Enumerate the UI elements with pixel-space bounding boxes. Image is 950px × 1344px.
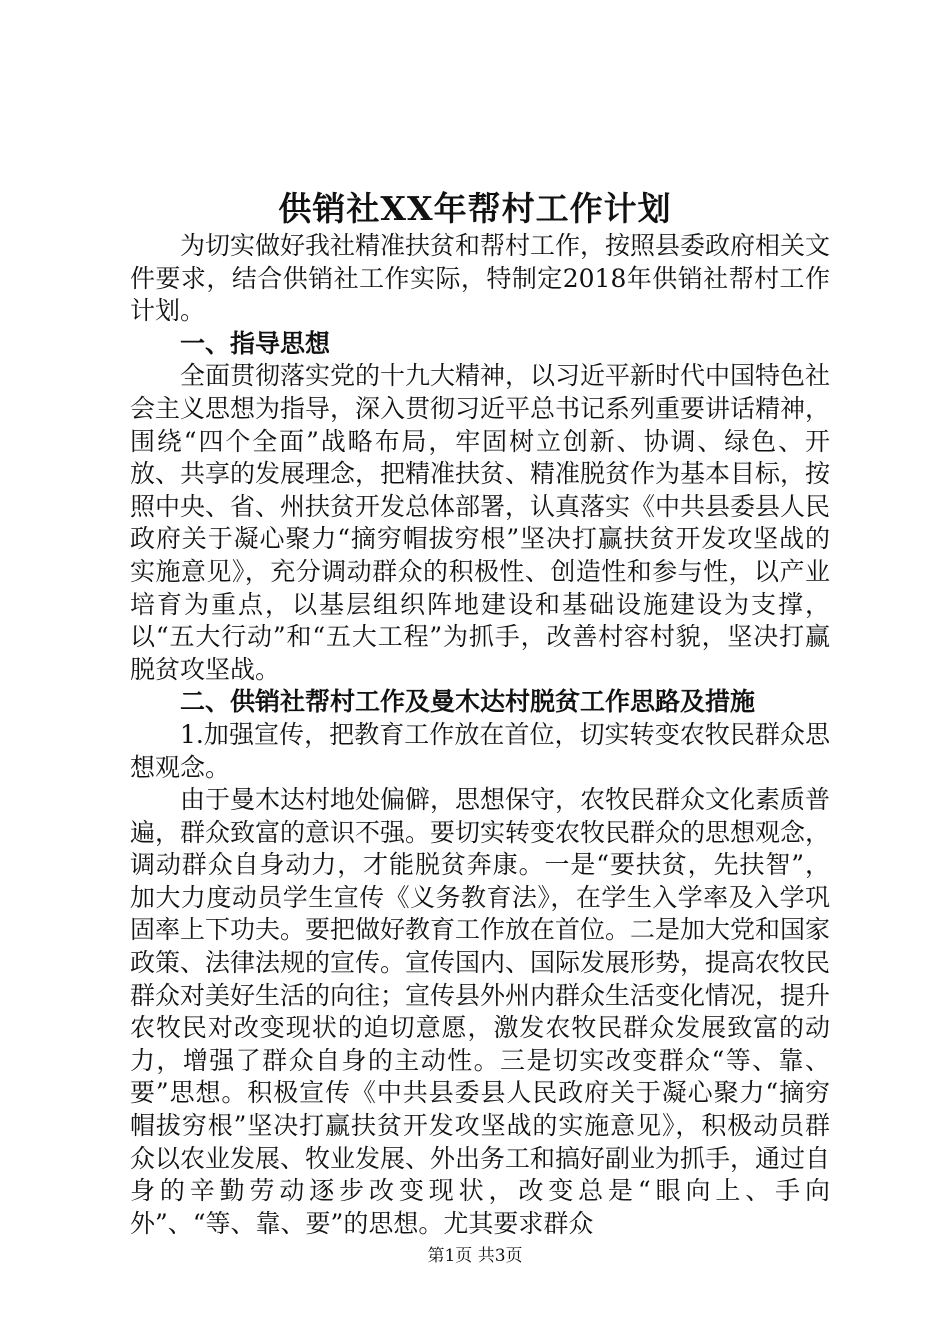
intro-paragraph: 为切实做好我社精准扶贫和帮村工作，按照县委政府相关文件要求，结合供销社工作实际，特制定2018年供销社帮村工作计划。	[130, 231, 831, 326]
section-heading-work-measures: 二、供销社帮村工作及曼木达村脱贫工作思路及措施	[180, 687, 756, 717]
measure-item-1-title: 1.加强宣传，把教育工作放在首位，切实转变农牧民群众思想观念。	[130, 719, 830, 782]
document-title: 供销社XX年帮村工作计划	[278, 189, 672, 228]
page-footer: 第1页 共3页	[427, 1246, 523, 1266]
measure-item-1-paragraph: 由于曼木达村地处偏僻，思想保守，农牧民群众文化素质普遍，群众致富的意识不强。要切实转变农牧民群众的思想观念，调动群众自身动力，才能脱贫奔康。一是“要扶贫，先扶智”，加大力度动员学生宣传《义务教育法》，在学生入学率及入学巩固率上下功夫。要把做好教育工作放在首位。二是加大党和国家政策、法律法规的宣传。宣传国内、国际发展形势，提高农牧民群众对美好生活的向往；宣传县外州内群众生活变化情况，提升农牧民对改变现状的迫切意愿，激发农牧民群众发展致富的动力，增强了群众自身的主动性。三是切实改变群众“等、靠、要”思想。积极宣传《中共县委县人民政府关于凝心聚力“摘穷帽拔穷根”坚决打赢扶贫开发攻坚战的实施意见》，积极动员群众以农业发展、牧业发展、外出务工和搞好副业为抓手，通过自身的辛勤劳动逐步改变现状，改变总是“眼向上、手向外”、“等、靠、要”的思想。尤其要求群众	[130, 785, 831, 1238]
guiding-ideology-paragraph: 全面贯彻落实党的十九大精神，以习近平新时代中国特色社会主义思想为指导，深入贯彻习近平总书记系列重要讲话精神，围绕“四个全面”战略布局，牢固树立创新、协调、绿色、开放、共享的发展理念，把精准扶贫、精准脱贫作为基本目标，按照中央、省、州扶贫开发总体部署，认真落实《中共县委县人民政府关于凝心聚力“摘穷帽拔穷根”坚决打赢扶贫开发攻坚战的实施意见》，充分调动群众的积极性、创造性和参与性，以产业培育为重点，以基层组织阵地建设和基础设施建设为支撑，以“五大行动”和“五大工程”为抓手，改善村容村貌，坚决打赢脱贫攻坚战。	[130, 361, 831, 684]
section-heading-guiding-ideology: 一、指导思想	[180, 328, 331, 358]
document-body	[130, 230, 830, 1240]
